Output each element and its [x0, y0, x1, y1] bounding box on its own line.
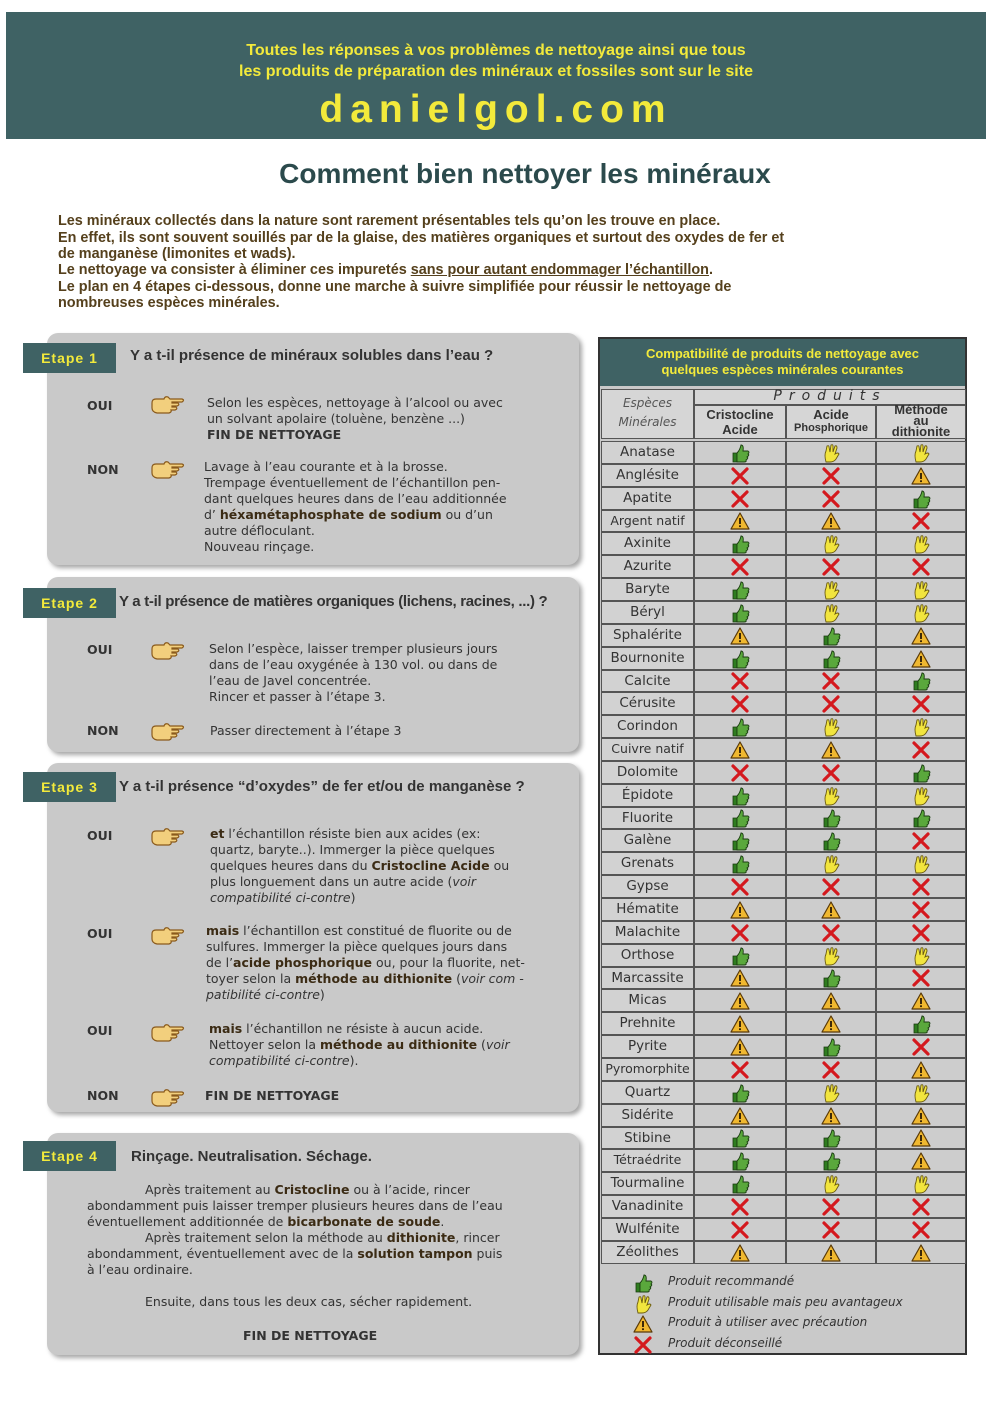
- red-cross-icon: [821, 923, 841, 943]
- red-cross-icon: [911, 1037, 931, 1057]
- warning-triangle-icon: [911, 466, 931, 486]
- warning-triangle-icon: [821, 511, 841, 531]
- legend-label: Produit utilisable mais peu avantageux: [668, 1294, 903, 1309]
- site-link[interactable]: danielgol.com: [319, 88, 673, 131]
- bold-term: dithionite: [386, 1230, 456, 1245]
- mineral-name: Stibine: [624, 1130, 671, 1146]
- step-2-non-text: Passer directement à l’étape 3: [210, 723, 402, 738]
- text-line: autre défloculant.: [204, 523, 315, 538]
- warning-triangle-icon: [730, 900, 750, 920]
- ok-hand-yellow-icon: [821, 580, 841, 600]
- mineral-name: Sidérite: [621, 1107, 674, 1123]
- ok-hand-yellow-icon: [821, 717, 841, 737]
- text-segment: .: [440, 1214, 445, 1229]
- intro-line: Le plan en 4 étapes ci-dessous, donne une marche à suivre simplifiée pour réussir le nettoyage de: [58, 279, 732, 295]
- product-header: Acide: [722, 422, 758, 437]
- step-3-question: Y a t-il présence “d’oxydes” de fer et/ou de manganèse ?: [119, 778, 525, 795]
- pointing-hand-icon: [150, 1022, 186, 1042]
- text-line: [210, 826, 509, 842]
- text-line: [206, 987, 525, 1003]
- thumbs-up-green-icon: [730, 808, 750, 828]
- text-line: [204, 507, 507, 523]
- text-line: [206, 971, 525, 987]
- ok-hand-yellow-icon: [911, 443, 931, 463]
- thumbs-up-green-icon: [730, 786, 750, 806]
- red-cross-icon: [911, 900, 931, 920]
- mineral-name: Marcassite: [611, 970, 684, 986]
- red-cross-icon: [730, 1220, 750, 1240]
- thumbs-up-green-icon: [730, 1083, 750, 1103]
- step-3-answer-1: [210, 826, 509, 906]
- warning-triangle-icon: [911, 649, 931, 669]
- thumbs-up-green-icon: [821, 968, 841, 988]
- non-label: NON: [87, 723, 119, 738]
- text-line: [210, 858, 509, 874]
- text-segment: l’échantillon résiste bien aux acides (ex:: [224, 826, 481, 841]
- ok-hand-yellow-icon: [911, 534, 931, 554]
- text-segment: ou, pour la fluorite, net-: [372, 955, 525, 970]
- warning-triangle-icon: [730, 511, 750, 531]
- warning-triangle-icon: [911, 626, 931, 646]
- ok-hand-yellow-icon: [821, 534, 841, 554]
- italic-term: voir: [485, 1037, 510, 1052]
- text-segment: l’échantillon est constitué de fluorite ou de: [239, 923, 512, 938]
- oui-label: OUI: [87, 1023, 113, 1038]
- non-label: NON: [87, 1088, 119, 1103]
- thumbs-up-green-icon: [821, 626, 841, 646]
- warning-triangle-icon: [911, 1243, 931, 1263]
- red-cross-icon: [730, 1197, 750, 1217]
- red-cross-icon: [821, 557, 841, 577]
- compatibility-table: [598, 337, 967, 1355]
- oui-label: OUI: [87, 926, 113, 941]
- step-1-oui-text: [207, 395, 503, 443]
- pointing-hand-icon: [150, 925, 186, 945]
- text-line: dant quelques heures dans de l’eau additionnée: [204, 491, 507, 506]
- mineral-name: Azurite: [623, 558, 672, 574]
- warning-triangle-icon: [911, 1060, 931, 1080]
- step-3-tag: Etape 3: [23, 772, 116, 802]
- ok-hand-yellow-icon: [911, 580, 931, 600]
- thumbs-up-green-icon: [730, 649, 750, 669]
- mineral-name: Vanadinite: [611, 1198, 684, 1214]
- ok-hand-yellow-icon: [821, 786, 841, 806]
- step-4-text: [87, 1182, 503, 1310]
- site-banner: [6, 12, 986, 139]
- oui-label: OUI: [87, 642, 113, 657]
- ok-hand-yellow-icon: [633, 1294, 653, 1314]
- thumbs-up-green-icon: [911, 1014, 931, 1034]
- text-segment: , rincer: [455, 1230, 500, 1245]
- mineral-name: Tourmaline: [610, 1175, 685, 1191]
- thumbs-up-green-icon: [633, 1273, 653, 1293]
- text-segment: ): [319, 987, 325, 1002]
- text-line: quartz, baryte..). Immerger la pièce quelques: [210, 842, 495, 857]
- warning-triangle-icon: [730, 626, 750, 646]
- text-segment: toyer selon la: [206, 971, 296, 986]
- text-segment: ): [350, 890, 356, 905]
- warning-triangle-icon: [911, 1128, 931, 1148]
- red-cross-icon: [911, 740, 931, 760]
- mineral-name: Micas: [628, 992, 667, 1008]
- ok-hand-yellow-icon: [821, 1174, 841, 1194]
- mineral-name: Quartz: [624, 1084, 671, 1100]
- bold-term: solution tampon: [357, 1246, 473, 1261]
- mineral-name: Pyrite: [627, 1038, 668, 1054]
- ok-hand-yellow-icon: [911, 1174, 931, 1194]
- product-header: au: [913, 413, 929, 428]
- text-segment: éventuellement additionnée de: [87, 1214, 288, 1229]
- text-line: Ensuite, dans tous les deux cas, sécher rapidement.: [145, 1294, 473, 1309]
- legend-label: Produit à utiliser avec précaution: [668, 1315, 868, 1329]
- intro-line: Les minéraux collectés dans la nature sont rarement présentables tels qu’on les trouve en place.: [58, 213, 721, 229]
- banner-line-1: Toutes les réponses à vos problèmes de nettoyage ainsi que tous: [246, 42, 746, 59]
- legend-label: Produit recommandé: [668, 1274, 795, 1288]
- thumbs-up-green-icon: [821, 649, 841, 669]
- red-cross-icon: [911, 877, 931, 897]
- mineral-name: Cérusite: [619, 695, 676, 711]
- thumbs-up-green-icon: [821, 1037, 841, 1057]
- text-line: Trempage éventuellement de l’échantillon pen-: [204, 475, 501, 490]
- intro-underlined: sans pour autant endommager l’échantillon: [410, 262, 709, 278]
- text-line: [210, 874, 509, 890]
- text-segment: puis: [472, 1246, 503, 1261]
- warning-triangle-icon: [633, 1314, 653, 1334]
- text-segment: l’échantillon ne résiste à aucun acide.: [242, 1021, 484, 1036]
- italic-term: patibilité ci-contre: [206, 987, 320, 1002]
- text-line: [87, 1182, 503, 1198]
- oui-label: OUI: [87, 398, 113, 413]
- mineral-name: Sphalérite: [613, 627, 682, 643]
- step-3-answer-2: [206, 923, 525, 1003]
- produits-header: Produits: [773, 388, 887, 404]
- bold-term: bicarbonate de soude: [287, 1214, 441, 1229]
- step-2-tag: Etape 2: [23, 588, 116, 618]
- step-1-question: Y a t-il présence de minéraux solubles dans l’eau ?: [130, 347, 494, 364]
- banner-line-2: les produits de préparation des minéraux et fossiles sont sur le site: [239, 63, 753, 80]
- thumbs-up-green-icon: [730, 580, 750, 600]
- text-line: Selon l’espèce, laisser tremper plusieurs jours: [209, 641, 498, 656]
- text-line: [87, 1230, 503, 1246]
- warning-triangle-icon: [730, 1014, 750, 1034]
- text-line: [210, 890, 509, 906]
- ok-hand-yellow-icon: [821, 443, 841, 463]
- italic-term: compatibilité ci-contre: [210, 890, 351, 905]
- text-line: [87, 1246, 503, 1262]
- thumbs-up-green-icon: [730, 534, 750, 554]
- text-line: un solvant apolaire (toluène, benzène ...): [207, 411, 465, 426]
- step-2-question: Y a t-il présence de matières organiques (lichens, racines, ...) ?: [119, 593, 548, 610]
- table-title-line: Compatibilité de produits de nettoyage avec: [645, 346, 920, 361]
- mineral-name: Orthose: [620, 947, 675, 963]
- red-cross-icon: [911, 694, 931, 714]
- mineral-name: Calcite: [624, 673, 671, 689]
- thumbs-up-green-icon: [730, 443, 750, 463]
- red-cross-icon: [730, 694, 750, 714]
- red-cross-icon: [821, 1060, 841, 1080]
- mineral-name: Malachite: [614, 924, 681, 940]
- red-cross-icon: [730, 466, 750, 486]
- pointing-hand-icon: [150, 640, 186, 660]
- species-header: Espèces: [622, 396, 673, 410]
- thumbs-up-green-icon: [911, 671, 931, 691]
- warning-triangle-icon: [911, 1151, 931, 1171]
- thumbs-up-green-icon: [730, 854, 750, 874]
- table-title-line: quelques espèces minérales courantes: [661, 362, 904, 377]
- text-line: Selon les espèces, nettoyage à l’alcool ou avec: [207, 395, 503, 410]
- italic-term: voir com -: [460, 971, 524, 986]
- bold-term: méthode au dithionite: [320, 1037, 478, 1052]
- thumbs-up-green-icon: [911, 763, 931, 783]
- text-line: sulfures. Immerger la pièce quelques jours dans: [206, 939, 508, 954]
- step-1-non-text: [204, 459, 507, 555]
- step-4-end: FIN DE NETTOYAGE: [243, 1328, 378, 1343]
- thumbs-up-green-icon: [730, 1128, 750, 1148]
- mineral-name: Fluorite: [621, 810, 674, 826]
- red-cross-icon: [821, 466, 841, 486]
- text-segment: de l’: [206, 955, 234, 970]
- pointing-hand-icon: [150, 394, 186, 414]
- mineral-name: Bournonite: [610, 650, 685, 666]
- red-cross-icon: [730, 763, 750, 783]
- text-line: [209, 1037, 510, 1053]
- product-header: dithionite: [891, 424, 951, 439]
- mineral-name: Tétraédrite: [613, 1152, 682, 1167]
- product-header: Méthode: [894, 402, 948, 417]
- text-line: Lavage à l’eau courante et à la brosse.: [204, 459, 448, 474]
- warning-triangle-icon: [911, 991, 931, 1011]
- ok-hand-yellow-icon: [911, 1083, 931, 1103]
- red-cross-icon: [821, 1220, 841, 1240]
- species-header: Minérales: [618, 415, 677, 429]
- ok-hand-yellow-icon: [911, 854, 931, 874]
- bold-term: mais: [206, 923, 240, 938]
- thumbs-up-green-icon: [821, 1151, 841, 1171]
- thumbs-up-green-icon: [911, 808, 931, 828]
- red-cross-icon: [730, 877, 750, 897]
- warning-triangle-icon: [821, 991, 841, 1011]
- italic-term: compatibilité ci-contre: [209, 1053, 350, 1068]
- warning-triangle-icon: [821, 1243, 841, 1263]
- ok-hand-yellow-icon: [911, 717, 931, 737]
- text-line: [87, 1214, 503, 1230]
- text-segment: Après traitement selon la méthode au: [145, 1230, 387, 1245]
- mineral-name: Corindon: [617, 718, 678, 734]
- thumbs-up-green-icon: [730, 1174, 750, 1194]
- mineral-name: Baryte: [625, 581, 670, 597]
- mineral-name: Cuivre natif: [611, 741, 684, 756]
- mineral-name: Pyromorphite: [605, 1061, 690, 1076]
- thumbs-up-green-icon: [730, 946, 750, 966]
- text-line: abondamment puis laisser tremper plusieurs heures dans de l’eau: [87, 1198, 503, 1213]
- mineral-name: Épidote: [621, 787, 674, 803]
- bold-term: Cristocline: [274, 1182, 350, 1197]
- non-label: NON: [87, 462, 119, 477]
- red-cross-icon: [821, 1197, 841, 1217]
- mineral-name: Apatite: [623, 490, 672, 506]
- text-line: [209, 1021, 510, 1037]
- thumbs-up-green-icon: [911, 489, 931, 509]
- red-cross-icon: [821, 489, 841, 509]
- mineral-name: Zéolithes: [616, 1244, 679, 1260]
- step-3-end: FIN DE NETTOYAGE: [205, 1088, 340, 1103]
- warning-triangle-icon: [911, 1106, 931, 1126]
- red-cross-icon: [911, 1220, 931, 1240]
- ok-hand-yellow-icon: [821, 1083, 841, 1103]
- intro-line: de manganèse (limonites et wads).: [58, 246, 296, 262]
- step-1-tag: Etape 1: [23, 343, 116, 373]
- red-cross-icon: [911, 968, 931, 988]
- bold-term: acide phosphorique: [233, 955, 373, 970]
- thumbs-up-green-icon: [730, 831, 750, 851]
- mineral-name: Béryl: [630, 604, 665, 620]
- pointing-hand-icon: [150, 721, 186, 741]
- intro-line: nombreuses espèces minérales.: [58, 295, 280, 311]
- red-cross-icon: [911, 557, 931, 577]
- text-segment: abondamment, éventuellement avec de la: [87, 1246, 358, 1261]
- text-segment: Après traitement au: [145, 1182, 275, 1197]
- mineral-name: Gypse: [626, 878, 669, 894]
- text-line: Nouveau rinçage.: [204, 539, 315, 554]
- text-segment: d’: [204, 507, 220, 522]
- thumbs-up-green-icon: [730, 1151, 750, 1171]
- intro-line: [58, 262, 713, 279]
- warning-triangle-icon: [730, 991, 750, 1011]
- warning-triangle-icon: [821, 1014, 841, 1034]
- red-cross-icon: [821, 694, 841, 714]
- red-cross-icon: [730, 557, 750, 577]
- text-line: [209, 1053, 510, 1069]
- red-cross-icon: [730, 489, 750, 509]
- text-line: Rincer et passer à l’étape 3.: [209, 689, 386, 704]
- mineral-name: Prehnite: [619, 1015, 676, 1031]
- text-line: l’eau de Javel concentrée.: [209, 673, 372, 688]
- oui-label: OUI: [87, 828, 113, 843]
- red-cross-icon: [911, 511, 931, 531]
- ok-hand-yellow-icon: [821, 854, 841, 874]
- red-cross-icon: [633, 1335, 653, 1355]
- thumbs-up-green-icon: [821, 1128, 841, 1148]
- mineral-name: Argent natif: [610, 513, 685, 528]
- page-title: Comment bien nettoyer les minéraux: [279, 158, 771, 189]
- intro-segment: .: [708, 262, 713, 278]
- mineral-name: Anglésite: [616, 467, 679, 483]
- text-segment: quelques heures dans du: [210, 858, 372, 873]
- red-cross-icon: [911, 1197, 931, 1217]
- step-2-oui-text: [209, 641, 497, 705]
- text-segment: (: [477, 1037, 486, 1052]
- pointing-hand-icon: [150, 826, 186, 846]
- text-segment: plus longuement dans un autre acide (: [210, 874, 453, 889]
- red-cross-icon: [730, 1060, 750, 1080]
- warning-triangle-icon: [730, 740, 750, 760]
- red-cross-icon: [821, 877, 841, 897]
- mineral-name: Dolomite: [616, 764, 679, 780]
- warning-triangle-icon: [730, 1037, 750, 1057]
- mineral-name: Anatase: [620, 444, 675, 460]
- step-4-question: Rinçage. Neutralisation. Séchage.: [131, 1148, 372, 1165]
- red-cross-icon: [911, 831, 931, 851]
- intro-line: En effet, ils sont souvent souillés par de la glaise, des matières organiques et surtout des oxydes de fer et: [58, 230, 785, 246]
- bold-term: héxamétaphosphate de sodium: [219, 507, 442, 522]
- warning-triangle-icon: [821, 740, 841, 760]
- red-cross-icon: [821, 763, 841, 783]
- red-cross-icon: [911, 923, 931, 943]
- intro-segment: Le nettoyage va consister à éliminer ces impuretés: [58, 262, 411, 278]
- product-header: Cristocline: [706, 407, 774, 422]
- text-line: [206, 923, 525, 939]
- text-segment: ou à l’acide, rincer: [349, 1182, 470, 1197]
- step-3-answer-3: [209, 1021, 510, 1069]
- red-cross-icon: [821, 671, 841, 691]
- text-segment: (: [452, 971, 461, 986]
- warning-triangle-icon: [730, 1106, 750, 1126]
- ok-hand-yellow-icon: [911, 603, 931, 623]
- text-line: [206, 955, 525, 971]
- thumbs-up-green-icon: [821, 831, 841, 851]
- text-segment: Nettoyer selon la: [209, 1037, 321, 1052]
- warning-triangle-icon: [730, 1243, 750, 1263]
- text-segment: ou d’un: [441, 507, 493, 522]
- mineral-name: Axinite: [624, 535, 671, 551]
- bold-term: Cristocline Acide: [371, 858, 490, 873]
- text-line: dans de l’eau oxygénée à 130 vol. ou dans de: [209, 657, 498, 672]
- ok-hand-yellow-icon: [821, 946, 841, 966]
- text-line: à l’eau ordinaire.: [87, 1262, 193, 1277]
- ok-hand-yellow-icon: [911, 786, 931, 806]
- text-segment: ).: [349, 1053, 359, 1068]
- mineral-name: Grenats: [620, 855, 675, 871]
- red-cross-icon: [730, 923, 750, 943]
- warning-triangle-icon: [821, 900, 841, 920]
- pointing-hand-icon: [150, 459, 186, 479]
- red-cross-icon: [730, 671, 750, 691]
- bold-term: et: [210, 826, 225, 841]
- end-label: FIN DE NETTOYAGE: [207, 427, 342, 442]
- mineral-name: Hématite: [616, 901, 679, 917]
- warning-triangle-icon: [730, 968, 750, 988]
- bold-term: mais: [209, 1021, 243, 1036]
- product-header: Phosphorique: [794, 422, 868, 434]
- thumbs-up-green-icon: [730, 717, 750, 737]
- thumbs-up-green-icon: [730, 603, 750, 623]
- step-4-tag: Etape 4: [23, 1141, 116, 1171]
- pointing-hand-icon: [150, 1087, 186, 1107]
- table-title: [600, 339, 965, 386]
- text-segment: ou: [489, 858, 510, 873]
- mineral-name: Wulfénite: [615, 1221, 680, 1237]
- italic-term: voir: [452, 874, 477, 889]
- ok-hand-yellow-icon: [911, 946, 931, 966]
- ok-hand-yellow-icon: [821, 603, 841, 623]
- product-header: Acide: [813, 407, 849, 422]
- bold-term: méthode au dithionite: [295, 971, 453, 986]
- warning-triangle-icon: [821, 1106, 841, 1126]
- legend-label: Produit déconseillé: [668, 1335, 783, 1350]
- thumbs-up-green-icon: [821, 808, 841, 828]
- mineral-name: Galène: [623, 832, 672, 848]
